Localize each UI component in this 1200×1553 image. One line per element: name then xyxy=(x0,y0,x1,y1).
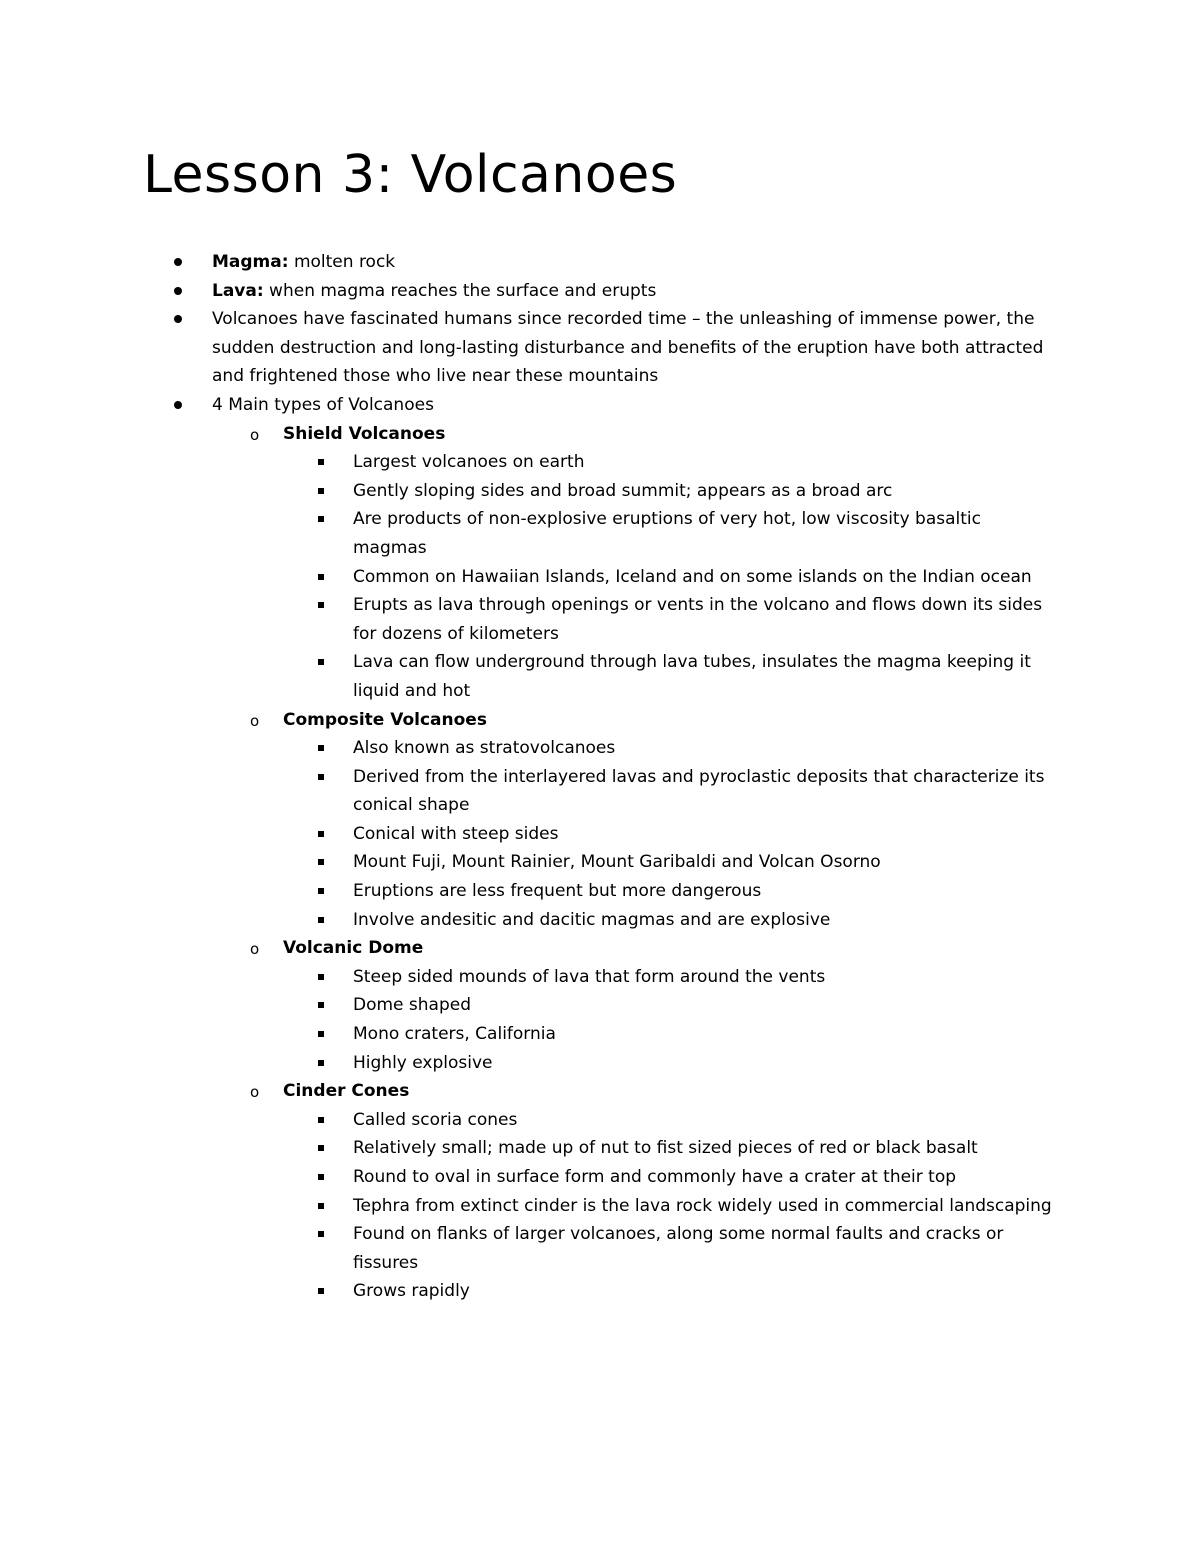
bullet-icon xyxy=(174,401,182,409)
square-bullet-icon xyxy=(318,1002,324,1008)
list-item xyxy=(0,563,1053,592)
list-item xyxy=(0,991,1053,1020)
list-item xyxy=(0,505,1053,562)
circle-bullet-icon: o xyxy=(250,425,260,444)
point-text: Called scoria cones xyxy=(353,1109,518,1130)
volcano-type-heading: Composite Volcanoes xyxy=(283,709,487,730)
list-item xyxy=(0,591,1053,648)
point-text: Highly explosive xyxy=(353,1052,493,1073)
volcano-type-points xyxy=(283,734,1200,934)
square-bullet-icon xyxy=(318,917,324,923)
list-item-fascination xyxy=(0,305,1200,391)
list-item-text: Volcanoes have fascinated humans since recorded time – the unleashing of immense power, the sudden destruction and long-lasting disturbance and benefits of the eruption have both attracted and frightened those who live near these mountains xyxy=(212,309,1044,387)
list-item xyxy=(0,1020,1053,1049)
volcano-type-composite xyxy=(0,706,1200,935)
list-item xyxy=(0,1134,1053,1163)
point-text: Tephra from extinct cinder is the lava rock widely used in commercial landscaping xyxy=(353,1195,1052,1216)
bullet-icon xyxy=(174,258,182,266)
term-label: Magma: xyxy=(212,252,289,272)
list-item-main-types xyxy=(0,391,1200,1306)
point-text: Round to oval in surface form and commonly have a crater at their top xyxy=(353,1167,957,1187)
list-item-text xyxy=(212,248,1062,277)
term-definition: molten rock xyxy=(288,252,396,272)
point-text: Are products of non-explosive eruptions of very hot, low viscosity basaltic magmas xyxy=(353,509,981,558)
volcano-types-list xyxy=(212,420,1200,1306)
square-bullet-icon xyxy=(318,659,324,665)
list-item xyxy=(0,820,1053,849)
square-bullet-icon xyxy=(318,1117,324,1123)
main-list xyxy=(0,248,1200,1306)
square-bullet-icon xyxy=(318,602,324,608)
circle-bullet-icon: o xyxy=(250,711,260,730)
bullet-icon xyxy=(174,315,182,323)
list-item xyxy=(0,848,1053,877)
list-item xyxy=(0,877,1053,906)
square-bullet-icon xyxy=(318,859,324,865)
square-bullet-icon xyxy=(318,1231,324,1237)
point-text: Mount Fuji, Mount Rainier, Mount Garibaldi and Volcan Osorno xyxy=(353,852,881,873)
square-bullet-icon xyxy=(318,516,324,522)
point-text: Involve andesitic and dacitic magmas and are explosive xyxy=(353,909,831,930)
volcano-type-dome xyxy=(0,934,1200,1077)
list-item xyxy=(0,477,1053,506)
square-bullet-icon xyxy=(318,1174,324,1180)
list-item-text xyxy=(212,277,1062,306)
list-item-lava xyxy=(0,277,1200,306)
square-bullet-icon xyxy=(318,574,324,580)
volcano-type-shield xyxy=(0,420,1200,706)
point-text: Erupts as lava through openings or vents in the volcano and flows down its sides for dozens of kilometers xyxy=(353,595,1043,644)
list-item xyxy=(0,1192,1053,1221)
square-bullet-icon xyxy=(318,1288,324,1294)
list-item xyxy=(0,763,1053,820)
square-bullet-icon xyxy=(318,488,324,494)
volcano-type-heading: Shield Volcanoes xyxy=(283,423,446,444)
list-item xyxy=(0,963,1053,992)
square-bullet-icon xyxy=(318,774,324,780)
point-text: Derived from the interlayered lavas and pyroclastic deposits that characterize its conical shape xyxy=(353,766,1045,816)
point-text: Mono craters, California xyxy=(353,1024,556,1045)
list-item xyxy=(0,906,1053,935)
circle-bullet-icon: o xyxy=(250,940,260,959)
volcano-type-heading: Cinder Cones xyxy=(283,1081,410,1102)
point-text: Relatively small; made up of nut to fist sized pieces of red or black basalt xyxy=(353,1138,978,1159)
circle-bullet-icon: o xyxy=(250,1083,260,1102)
list-item xyxy=(0,1277,1053,1306)
point-text: Dome shaped xyxy=(353,995,472,1016)
point-text: Eruptions are less frequent but more dangerous xyxy=(353,881,762,902)
point-text: Gently sloping sides and broad summit; appears as a broad arc xyxy=(353,480,893,501)
point-text: Largest volcanoes on earth xyxy=(353,452,585,473)
page-title: Lesson 3: Volcanoes xyxy=(143,145,678,205)
list-item xyxy=(0,1106,1053,1135)
point-text: Found on flanks of larger volcanoes, along some normal faults and cracks or fissures xyxy=(353,1224,1004,1273)
point-text: Lava can flow underground through lava tubes, insulates the magma keeping it liquid and hot xyxy=(353,652,1031,701)
volcano-type-heading: Volcanic Dome xyxy=(283,938,424,959)
square-bullet-icon xyxy=(318,459,324,465)
bullet-icon xyxy=(174,287,182,295)
volcano-type-points xyxy=(283,1106,1200,1306)
point-text: Grows rapidly xyxy=(353,1281,470,1302)
point-text: Common on Hawaiian Islands, Iceland and on some islands on the Indian ocean xyxy=(353,566,1032,587)
point-text: Steep sided mounds of lava that form around the vents xyxy=(353,966,826,987)
point-text: Also known as stratovolcanoes xyxy=(353,738,616,759)
volcano-type-points xyxy=(283,448,1200,705)
list-item xyxy=(0,1220,1053,1277)
square-bullet-icon xyxy=(318,974,324,980)
list-item xyxy=(0,448,1053,477)
volcano-type-cinder xyxy=(0,1077,1200,1306)
square-bullet-icon xyxy=(318,1060,324,1066)
list-item xyxy=(0,734,1053,763)
square-bullet-icon xyxy=(318,1203,324,1209)
square-bullet-icon xyxy=(318,1145,324,1151)
list-item xyxy=(0,1049,1053,1078)
list-item-magma xyxy=(0,248,1200,277)
list-item xyxy=(0,648,1053,705)
term-definition: when magma reaches the surface and erupts xyxy=(263,280,657,301)
volcano-type-points xyxy=(283,963,1200,1077)
square-bullet-icon xyxy=(318,888,324,894)
square-bullet-icon xyxy=(318,831,324,837)
point-text: Conical with steep sides xyxy=(353,823,559,844)
term-label: Lava: xyxy=(212,280,264,301)
square-bullet-icon xyxy=(318,745,324,751)
square-bullet-icon xyxy=(318,1031,324,1037)
list-item-text: 4 Main types of Volcanoes xyxy=(212,394,434,415)
list-item xyxy=(0,1163,1053,1192)
